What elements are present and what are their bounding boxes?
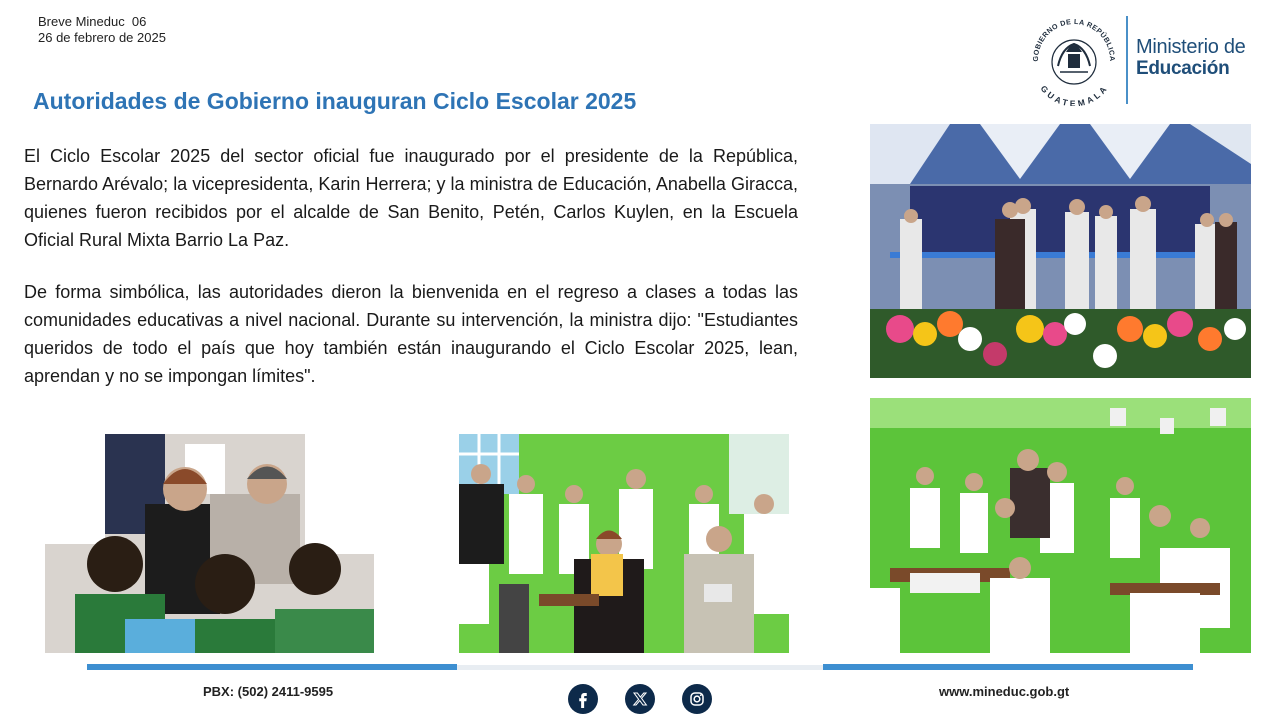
ministry-logo xyxy=(1026,12,1266,108)
photo-greeting-students xyxy=(45,434,374,653)
ministry-line1: Ministerio de xyxy=(1136,36,1246,58)
bulletin-date: 26 de febrero de 2025 xyxy=(38,30,166,45)
article-paragraph-2: De forma simbólica, las autoridades dieron la bienvenida en el regreso a clases a todas las comunidades educativas a nivel nacional. Durante su intervención, la ministra dijo: "Estudiantes queridos de todo el país que hoy también están inaugurando el Ciclo Escolar 2025, lean, aprendan y no se impongan límites". xyxy=(24,282,798,386)
facebook-icon[interactable] xyxy=(568,684,598,714)
seal-top-text: GOBIERNO DE LA REPÚBLICA xyxy=(1030,16,1118,62)
svg-text:GUATEMALA xyxy=(1039,83,1110,106)
x-icon[interactable] xyxy=(625,684,655,714)
article-paragraph-1: El Ciclo Escolar 2025 del sector oficial fue inaugurado por el presidente de la República, Bernardo Arévalo; la vicepresidenta, Karin Herrera; y la ministra de Educación, Anabella Giracca, quienes fueron recibidos por el alcalde de San Benito, Petén, Carlos Kuylen, en la Escuela Oficial Rural Mixta Barrio La Paz. xyxy=(24,146,798,250)
bulletin-number: Breve Mineduc 06 xyxy=(38,14,147,29)
guatemala-seal-icon xyxy=(1026,14,1122,106)
ministry-wordmark xyxy=(1136,36,1245,80)
article-body xyxy=(24,142,798,390)
photo-minister-with-students xyxy=(459,434,789,653)
instagram-icon[interactable] xyxy=(682,684,712,714)
article-title: Autoridades de Gobierno inauguran Ciclo Escolar 2025 xyxy=(33,88,637,114)
ministry-line2: Educación xyxy=(1136,58,1230,79)
photo-ribbon-cutting xyxy=(870,124,1251,378)
footer-website[interactable]: www.mineduc.gob.gt xyxy=(939,684,1070,699)
footer-accent-bar xyxy=(87,664,1193,672)
bulletin-meta xyxy=(38,14,166,46)
footer-phone: PBX: (502) 2411-9595 xyxy=(203,684,334,699)
photo-classroom-visit xyxy=(870,398,1251,653)
logo-divider xyxy=(1126,16,1128,104)
seal-bottom-text: GUATEMALA xyxy=(1038,83,1110,106)
